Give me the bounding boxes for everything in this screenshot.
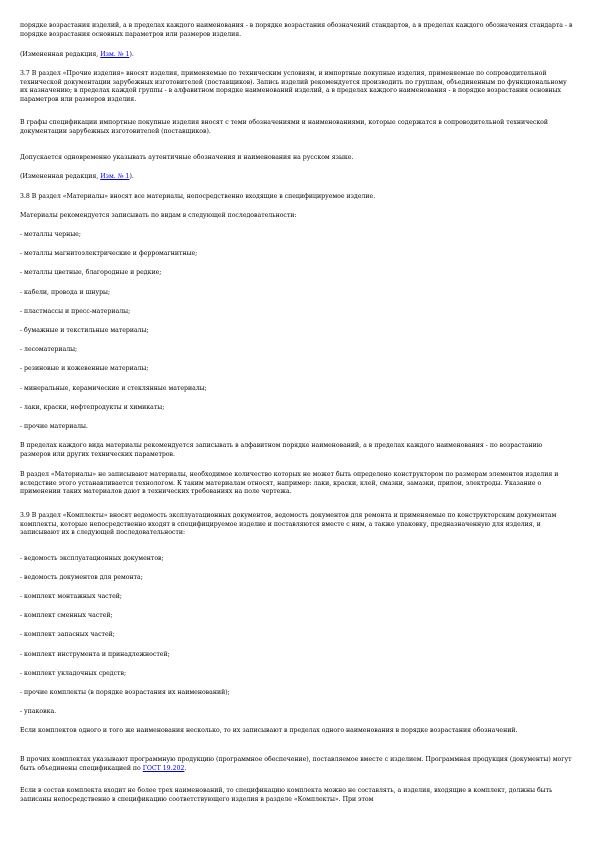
gost-link[interactable]: ГОСТ 19.202 [142, 764, 185, 772]
list-item: - комплект сменных частей; [20, 612, 113, 619]
paragraph-3-8: 3.8 В раздел «Материалы» вносят все материалы, непосредственно входящие в специфицируемое изделие. [20, 193, 376, 200]
revision-note: (Измененная редакция, Изм. № 1). [20, 51, 134, 58]
list-item: - лаки, краски, нефтепродукты и химикаты; [20, 404, 165, 411]
paragraph-3-9: 3.9 В раздел «Комплекты» вносят ведомость эксплуатационных документов, ведомость документов для ремонта и применяемые по конструкторским документам комплекты, которые непосредственно входят в специфицируемое изделие и поставляются вместе с ним, а также упаковку, предназначенную для изделия, и записывают их в следующей последовательности: [20, 512, 557, 536]
paragraph-same-name-sets: Если комплектов одного и того же наименования несколько, то их записывают в пределах одного наименования в порядке возрастания обозначений. [20, 727, 518, 734]
list-item: - комплект запасных частей; [20, 631, 115, 638]
paragraph-materials-order: Материалы рекомендуется записывать по видам в следующей последовательности: [20, 212, 297, 219]
list-item: - бумажные и текстильные материалы; [20, 327, 149, 334]
paragraph-materials-sorting: В пределах каждого вида материалы рекомендуется записывать в алфавитном порядке наименований, а в пределах каждого наименования - по возрастанию размеров или других технических параметров. [20, 442, 543, 458]
paragraph-continuation: порядке возрастания изделий, а в пределах каждого наименования - в порядке возрастания обозначений стандартов, а в пределах каждого обозначения стандарта - в порядке возрастания основных параметров или размеров изделия. [20, 22, 573, 38]
list-item: - металлы магнитоэлектрические и ферромагнитные; [20, 250, 198, 257]
amendment-link[interactable]: Изм. № 1 [100, 173, 130, 180]
list-item: - кабели, провода и шнуры; [20, 289, 111, 296]
list-item: - ведомость эксплуатационных документов; [20, 555, 164, 562]
paragraph-software: В прочих комплектах указывают программную продукцию (программное обеспечение), поставляемое вместе с изделием. Программная продукция (документы) могут быть объединены спецификацией по ГОСТ 19.202. [20, 756, 572, 772]
list-item: - комплект монтажных частей; [20, 593, 122, 600]
list-item: - упаковка. [20, 708, 57, 715]
list-item: - металлы черные; [20, 231, 81, 238]
revision-note: (Измененная редакция, Изм. № 1). [20, 173, 134, 180]
paragraph-excluded-materials: В раздел «Материалы» не записывают материалы, необходимое количество которых не может быть определено конструктором по размерам элементов изделия и вследствие этого устанавливается технологом. К таким материалам относят, например: лаки, краски, клей, смазки, замазки, припои, электроды. Указание о применении таких материалов дают в технических требованиях на поле чертежа. [20, 471, 559, 495]
paragraph-3-7: 3.7 В раздел «Прочие изделия» вносят изделия, применяемые по техническим условиям, и импортные покупные изделия, применяемые по сопроводительной технической документации зарубежных изготовителей (поставщиков). Запись изделий рекомендуется производить по группам, объединенным по функциональному их назначению; в пределах каждой группы - в алфавитном порядке наименований изделий, а в пределах каждого наименования - в порядке возрастания основных параметров или размеров изделия. [20, 70, 567, 103]
paragraph-small-sets: Если в состав комплекта входит не более трех наименований, то спецификацию комплекта можно не составлять, а изделия, входящие в комплект, должны быть записаны непосредственно в спецификацию соответствующего изделия в разделе «Комплекты». При этом [20, 787, 553, 803]
list-item: - лесоматериалы; [20, 346, 78, 353]
list-item: - прочие материалы. [20, 423, 88, 430]
list-item: - пластмассы и пресс-материалы; [20, 308, 131, 315]
list-item: - прочие комплекты (в порядке возрастания их наименований); [20, 689, 230, 696]
list-item: - комплект инструмента и принадлежностей; [20, 651, 170, 658]
list-item: - комплект укладочных средств; [20, 670, 127, 677]
paragraph-import-items: В графы спецификации импортные покупные изделия вносят с теми обозначениями и наименованиями, которые содержатся в сопроводительной технической документации зарубежных изготовителей (поставщиков). [20, 119, 549, 135]
list-item: - металлы цветные, благородные и редкие; [20, 269, 162, 276]
list-item: - резиновые и кожевенные материалы; [20, 365, 149, 372]
list-item: - ведомость документов для ремонта; [20, 574, 143, 581]
list-item: - минеральные, керамические и стеклянные материалы; [20, 385, 207, 392]
amendment-link[interactable]: Изм. № 1 [100, 51, 130, 58]
paragraph-authentic-names: Допускается одновременно указывать аутентичные обозначения и наименования на русском языке. [20, 154, 354, 161]
